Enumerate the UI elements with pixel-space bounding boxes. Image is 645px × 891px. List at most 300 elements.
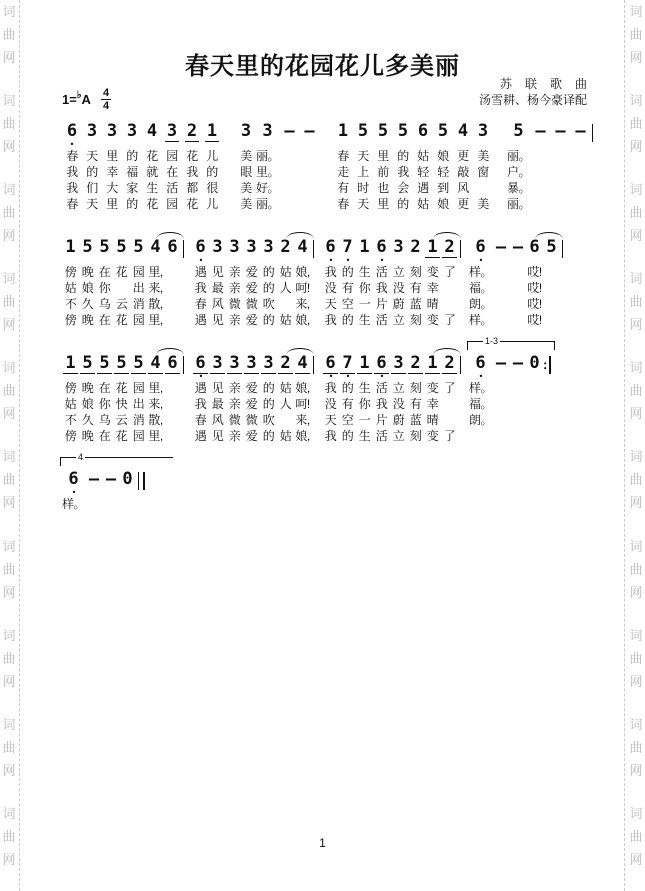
lyric-syllable: 刻 [409, 265, 422, 279]
lyric-syllable: 样。 [469, 313, 493, 327]
watermark-text: 网 [629, 50, 643, 65]
bar-line [143, 472, 145, 490]
lyric-syllable: 风 [211, 413, 224, 427]
note-column [373, 122, 393, 212]
note: 3 [212, 237, 223, 257]
lyric-syllable: 里, [148, 313, 163, 327]
music-system [62, 238, 611, 328]
measure [62, 238, 186, 328]
watermark-text: 曲 [629, 650, 643, 666]
note-cell [527, 238, 541, 264]
note-cell [131, 354, 145, 380]
note-column [256, 122, 279, 212]
lyric-syllable: 亲 [228, 313, 241, 327]
watermark-text: 网 [2, 317, 16, 333]
lyric-syllable: 你 [98, 281, 111, 295]
note: 3 [229, 353, 240, 373]
bar-line [460, 356, 461, 374]
watermark-text: 词 [2, 93, 16, 109]
lyric-syllable: 出 [132, 397, 145, 411]
lyric-syllable: 都 [186, 181, 198, 195]
barline [181, 354, 186, 444]
note: 6 ● [374, 354, 388, 374]
note-column [62, 122, 82, 212]
lyric-syllable: 亲 [228, 397, 241, 411]
lyric-syllable: 里, [148, 381, 163, 395]
duration-dash: — [105, 469, 116, 489]
note-column [433, 122, 453, 212]
lyric-syllable: 的 [206, 165, 218, 179]
watermark-text: 曲 [2, 472, 16, 488]
note-column [119, 470, 136, 512]
song-title: 春天里的花园花儿多美丽 [185, 53, 460, 80]
lyric-syllable: 遇 [417, 181, 429, 195]
note-cell [340, 354, 354, 380]
lyric-syllable: 春 [194, 297, 207, 311]
measure [322, 354, 463, 444]
lyric-syllable: 我 [186, 165, 198, 179]
rest-note: 0 [122, 469, 133, 489]
watermark-text: 曲 [629, 205, 643, 221]
barline [458, 238, 463, 328]
watermark-text: 曲 [2, 205, 16, 221]
note-cell [494, 354, 507, 380]
lyric-syllable: 天 [324, 413, 337, 427]
note: 6 ● [374, 238, 388, 257]
note-cell [193, 354, 207, 380]
watermark-text: 网 [2, 584, 16, 600]
watermark-text: 词 [629, 182, 643, 198]
note-cell [416, 122, 430, 148]
lyric-syllable: 我 [66, 181, 78, 195]
watermark-text: 词 [2, 4, 16, 19]
lyric-syllable: 美 [240, 181, 252, 195]
lyric-syllable: 生 [358, 313, 371, 327]
note-cell [511, 354, 524, 380]
note-column [507, 122, 530, 212]
note: 7 ● [340, 354, 354, 374]
watermark-text: 词 [2, 271, 16, 287]
note-column [79, 238, 96, 328]
note: 5 [377, 121, 389, 141]
lyric-syllable: 我 [324, 313, 337, 327]
note-cell [357, 238, 371, 264]
note: 1 [359, 353, 370, 373]
music-system [62, 122, 611, 212]
note-column [164, 354, 181, 444]
lyric-syllable: 春 [66, 149, 78, 163]
note-column [339, 354, 356, 444]
watermark-text: 词 [629, 360, 643, 376]
note-cell [193, 238, 207, 264]
lyric-syllable: 傍 [64, 381, 77, 395]
lyric-syllable: 最 [211, 281, 224, 295]
note: 2 [186, 121, 198, 141]
lyric-syllable: 我 [375, 281, 388, 295]
note-column [424, 354, 441, 444]
duration-dash: — [512, 237, 523, 257]
lyric-syllable: 敲 [457, 165, 469, 179]
barline [560, 238, 565, 328]
note-cell [336, 122, 350, 148]
note: 3 [477, 121, 489, 141]
bar-line [138, 472, 139, 490]
lyric-syllable: 春 [194, 413, 207, 427]
watermark-text: 网 [629, 584, 643, 600]
lyric-syllable: 刻 [409, 313, 422, 327]
note: 5 [437, 121, 449, 141]
note-column [62, 238, 79, 328]
lyric-syllable: 福 [126, 165, 138, 179]
note-cell [165, 122, 179, 148]
barline [136, 470, 147, 512]
lyric-syllable: 园 [166, 197, 178, 211]
note-cell [544, 238, 558, 264]
lyric-syllable: 不 [64, 413, 77, 427]
lyric-syllable: 娘, [295, 429, 310, 443]
lyric-syllable: 哎! [527, 313, 542, 327]
note-column [333, 122, 353, 212]
lyric-syllable: 遇 [194, 313, 207, 327]
lyric-syllable: 花 [115, 313, 128, 327]
lyric-syllable: 生 [358, 429, 371, 443]
note-cell [456, 122, 470, 148]
watermark-text: 曲 [2, 828, 16, 844]
note-column [356, 238, 373, 328]
note: 2 [280, 353, 291, 373]
watermark-text: 网 [629, 139, 643, 155]
lyric-syllable: 久 [81, 297, 94, 311]
lyric-syllable: 就 [146, 165, 158, 179]
credit-arrangers: 汤雪耕、杨今豪译配 [478, 93, 587, 107]
lyric-syllable: 的 [86, 165, 98, 179]
watermark-text: 词 [629, 449, 643, 465]
note: 3 [229, 237, 240, 257]
lyric-syllable: 活 [375, 429, 388, 443]
note-cell [244, 238, 258, 264]
lyric-syllable: 晚 [81, 313, 94, 327]
repeat-dots: : [543, 357, 548, 372]
lyric-syllable: 亲 [228, 381, 241, 395]
note-cell [227, 238, 241, 264]
lyric-syllable: 立 [392, 265, 405, 279]
duration-dash: — [512, 353, 523, 373]
lyric-syllable: 我 [66, 165, 78, 179]
lyric-syllable: 我 [194, 281, 207, 295]
note-column [96, 238, 113, 328]
left-dashed-border [19, 0, 20, 891]
lyric-syllable: 来, [148, 281, 163, 295]
watermark-text: 曲 [2, 650, 16, 666]
note-column [209, 354, 226, 444]
lyric-syllable: 晴 [426, 297, 439, 311]
lyric-syllable: 的 [341, 429, 354, 443]
lyric-syllable: 娘 [81, 397, 94, 411]
note-column [543, 238, 560, 328]
lyric-syllable: 暴。 [507, 181, 531, 195]
measure [236, 122, 319, 212]
watermark-text: 网 [2, 50, 16, 65]
note: 5 [133, 237, 144, 257]
lyric-syllable: 春 [337, 149, 349, 163]
lyric-syllable: 里 [106, 149, 118, 163]
note-cell [295, 354, 309, 380]
watermark-text: 网 [629, 406, 643, 422]
lyric-syllable: 花 [186, 197, 198, 211]
note-column [162, 122, 182, 212]
bar-line [549, 356, 551, 374]
lyric-syllable: 立 [392, 313, 405, 327]
lyric-syllable: 在 [98, 313, 111, 327]
lyric-syllable: 没 [324, 281, 337, 295]
note-cell [340, 238, 354, 264]
lyric-syllable: 一 [358, 297, 371, 311]
lyric-syllable: 吹 [262, 297, 275, 311]
lyric-syllable: 晴 [426, 413, 439, 427]
lyric-syllable: 幸 [106, 165, 118, 179]
lyric-syllable: 蔚 [392, 297, 405, 311]
lyric-syllable: 活 [375, 381, 388, 395]
lyric-syllable: 园 [132, 381, 145, 395]
note-column [96, 354, 113, 444]
note-column [82, 122, 102, 212]
lyric-syllable: 我 [324, 381, 337, 395]
note-column [243, 238, 260, 328]
note-column [209, 238, 226, 328]
note: 1 [427, 353, 438, 373]
barline [181, 238, 186, 328]
lyric-syllable: 到 [437, 181, 449, 195]
lyric-syllable: 傍 [64, 265, 77, 279]
note-cell [473, 354, 487, 380]
note-column [492, 238, 509, 328]
bar-line [183, 356, 184, 374]
note-cell [105, 122, 119, 148]
duration-dash: — [304, 121, 314, 141]
lyric-syllable: 最 [211, 397, 224, 411]
watermark-text: 词 [2, 805, 16, 821]
lyric-syllable: 姑 [279, 265, 292, 279]
lyric-syllable: 变 [426, 313, 439, 327]
lyric-syllable: 哎! [527, 281, 542, 295]
watermark-text: 网 [629, 851, 643, 867]
measure [62, 452, 147, 512]
note: 3 [86, 121, 98, 141]
lyric-syllable: 眼 [240, 165, 252, 179]
lyric-syllable: 没 [392, 397, 405, 411]
lyric-syllable: 更 [457, 197, 469, 211]
note-cell [148, 354, 162, 380]
note: 6 [167, 353, 178, 373]
note: 3 [393, 237, 404, 257]
watermark-text: 曲 [629, 294, 643, 310]
lyric-syllable: 的 [262, 313, 275, 327]
watermark-text: 曲 [2, 739, 16, 755]
lyric-syllable: 的 [262, 397, 275, 411]
measure [192, 354, 316, 444]
note-cell [391, 354, 405, 380]
lyric-syllable: 呵! [295, 281, 310, 295]
note: 2 [444, 353, 455, 373]
note-cell [131, 238, 145, 264]
lyric-syllable: 也 [377, 181, 389, 195]
watermark-text: 曲 [629, 561, 643, 577]
lyric-syllable: 刻 [409, 429, 422, 443]
volta-bracket [467, 341, 555, 350]
note-column [62, 354, 79, 444]
measure [192, 238, 316, 328]
note: 6 ● [193, 238, 207, 257]
note: 3 [212, 353, 223, 373]
note: 2 [444, 237, 455, 257]
note-column [147, 238, 164, 328]
lyric-syllable: 园 [166, 149, 178, 163]
lyric-syllable: 呵! [295, 397, 310, 411]
lyric-syllable: 美 [240, 149, 252, 163]
lyric-syllable: 娘, [295, 313, 310, 327]
lyric-syllable: 活 [375, 313, 388, 327]
lyric-syllable: 的 [341, 265, 354, 279]
lyric-syllable: 的 [262, 281, 275, 295]
measure [322, 238, 463, 328]
key-tonic: A [81, 92, 91, 107]
page-number: 1 [319, 836, 326, 850]
note-cell [104, 470, 117, 496]
note-cell [185, 122, 199, 148]
note-cell [408, 238, 422, 264]
note: 1 [65, 237, 76, 257]
lyric-syllable: 园 [132, 265, 145, 279]
lyric-syllable: 活 [166, 181, 178, 195]
note-cell [376, 122, 390, 148]
note-column [147, 354, 164, 444]
lyric-syllable: 爱 [245, 313, 258, 327]
lyric-syllable: 有 [341, 281, 354, 295]
note-column [407, 238, 424, 328]
lyric-syllable: 微 [228, 297, 241, 311]
note-column [509, 354, 526, 444]
lyric-syllable: 春 [66, 197, 78, 211]
lyric-syllable: 里 [106, 197, 118, 211]
note-cell [97, 238, 111, 264]
lyric-syllable: 时 [357, 181, 369, 195]
note-column [469, 238, 492, 328]
lyric-syllable: 蓝 [409, 413, 422, 427]
lyric-syllable: 里。 [256, 165, 280, 179]
lyric-syllable: 了 [443, 313, 456, 327]
note-column [277, 354, 294, 444]
lyric-syllable: 来, [295, 297, 310, 311]
lyric-syllable: 不 [64, 297, 77, 311]
lyric-syllable: 的 [262, 265, 275, 279]
note: 1 [427, 237, 438, 257]
lyric-syllable: 遇 [194, 381, 207, 395]
note-column [102, 470, 119, 512]
lyric-syllable: 你 [358, 397, 371, 411]
bar-line [313, 356, 314, 374]
note-cell [97, 354, 111, 380]
measure [62, 354, 186, 444]
note: 3 [393, 353, 404, 373]
lyric-syllable: 生 [358, 381, 371, 395]
lyric-syllable: 我 [324, 265, 337, 279]
note-cell [511, 122, 525, 148]
lyric-syllable: 人 [279, 397, 292, 411]
score [62, 122, 611, 512]
lyric-syllable: 里, [148, 265, 163, 279]
lyric-syllable: 人 [279, 281, 292, 295]
watermark-text: 曲 [629, 116, 643, 132]
lyric-syllable: 会 [397, 181, 409, 195]
barline [311, 238, 316, 328]
bar-line [460, 240, 461, 258]
lyric-syllable: 有 [409, 281, 422, 295]
lyric-syllable: 见 [211, 381, 224, 395]
lyric-syllable: 久 [81, 413, 94, 427]
note-column [113, 238, 130, 328]
music-system [62, 336, 611, 444]
measure [469, 238, 565, 328]
note-cell [114, 238, 128, 264]
note-column [277, 238, 294, 328]
note: 2 [280, 237, 291, 257]
lyric-syllable: 了 [443, 429, 456, 443]
lyric-syllable: 大 [106, 181, 118, 195]
watermark-text: 网 [2, 851, 16, 867]
note-cell [473, 238, 487, 264]
lyric-syllable: 美 [240, 197, 252, 211]
note: 4 [150, 237, 161, 257]
note-cell [533, 122, 546, 148]
watermark-text: 词 [2, 360, 16, 376]
note-cell [374, 238, 388, 264]
note: 5 [82, 237, 93, 257]
note: 6 [529, 237, 540, 257]
lyric-syllable: 没 [392, 281, 405, 295]
lyric-syllable: 上 [357, 165, 369, 179]
note-column [469, 354, 492, 444]
lyric-syllable: 娘 [437, 197, 449, 211]
lyric-syllable: 丽。 [507, 149, 531, 163]
lyric-syllable: 娘 [437, 149, 449, 163]
note-cell [573, 122, 586, 148]
lyric-syllable: 消 [132, 413, 145, 427]
watermark-text: 词 [2, 182, 16, 198]
note: 2 [410, 353, 421, 373]
lyric-syllable: 有 [409, 397, 422, 411]
note: 5 [116, 353, 127, 373]
note: 4 [297, 237, 308, 257]
note-column [390, 238, 407, 328]
duration-dash: — [555, 121, 565, 141]
note-cell [85, 122, 99, 148]
lyric-syllable: 有 [341, 397, 354, 411]
note: 3 [240, 121, 252, 141]
note-cell [357, 354, 371, 380]
lyric-syllable: 立 [392, 429, 405, 443]
note-column [142, 122, 162, 212]
duration-dash: — [575, 121, 585, 141]
bar-line [562, 240, 563, 258]
lyric-syllable: 的 [126, 197, 138, 211]
lyric-syllable: 哎! [527, 265, 542, 279]
note: 6 ● [65, 122, 79, 141]
note-cell [80, 238, 94, 264]
note: 5 [546, 237, 557, 257]
measure [333, 122, 493, 212]
note-column [130, 354, 147, 444]
note-cell [205, 122, 219, 148]
